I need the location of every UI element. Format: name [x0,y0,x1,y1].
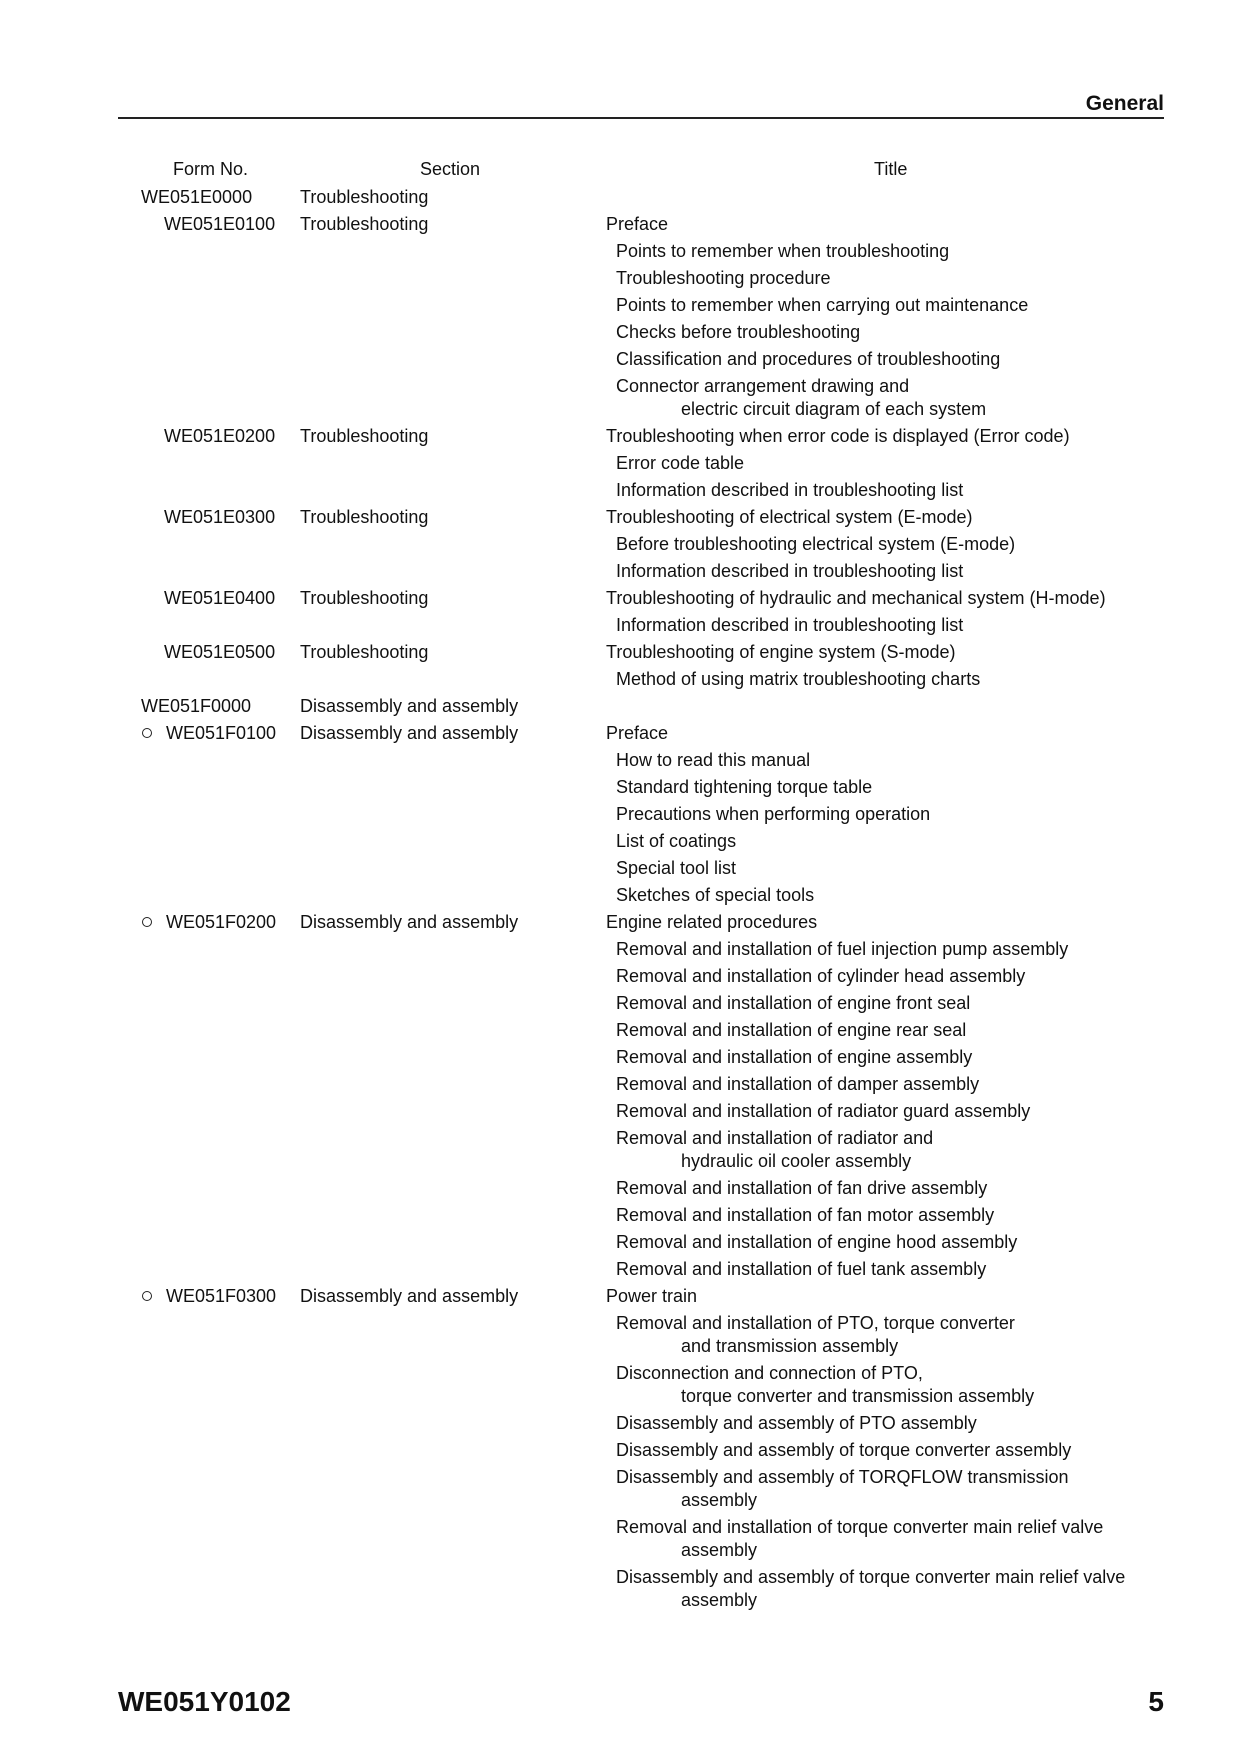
title-line: Removal and installation of damper assembly [616,1074,980,1094]
title-cell [606,1045,1240,1069]
title-continuation-line: electric circuit diagram of each system [681,399,987,419]
section-cell [282,937,606,961]
section-cell: Troubleshooting [300,642,429,662]
section-cell [282,1230,606,1254]
title-cell [606,883,1240,907]
contents-row [0,1565,1240,1612]
section-cell [282,1565,606,1612]
contents-row [0,1018,1240,1042]
title-line: Troubleshooting of engine system (S-mode) [606,642,956,662]
contents-row [0,991,1240,1015]
contents-row [0,266,1240,290]
form-no-cell [0,1565,282,1612]
contents-row [0,424,1240,448]
contents-row [0,613,1240,637]
title-line: Points to remember when carrying out maintenance [616,295,1029,315]
title-cell [606,748,1240,772]
form-no-cell [0,1045,282,1069]
contents-row [0,748,1240,772]
form-no-cell [0,721,282,745]
running-header-title: General [1085,92,1164,115]
title-line: Removal and installation of engine rear seal [616,1020,967,1040]
form-no: WE051F0300 [166,1286,277,1306]
contents-row [0,347,1240,371]
contents-row [0,320,1240,344]
form-no-cell [0,1018,282,1042]
title-line: Removal and installation of fuel injection pump assembly [616,939,1069,959]
section-cell [282,1018,606,1042]
form-no-cell [0,320,282,344]
title-line: Checks before troubleshooting [616,322,861,342]
form-no-cell [0,374,282,421]
form-no-cell [0,694,282,718]
title-line: Disassembly and assembly of torque converter main relief valve [616,1567,1126,1587]
title-line: Removal and installation of radiator and [616,1128,934,1148]
form-no-cell [0,640,282,664]
section-cell: Troubleshooting [300,187,429,207]
form-no-cell [0,1311,282,1358]
title-cell [606,829,1240,853]
title-line: Information described in troubleshooting list [616,561,964,581]
title-line: Engine related procedures [606,912,818,932]
contents-row [0,802,1240,826]
contents-row [0,1203,1240,1227]
title-cell [606,613,1240,637]
contents-row [0,883,1240,907]
title-line: Removal and installation of fan drive assembly [616,1178,988,1198]
form-no-cell [0,829,282,853]
section-cell [282,829,606,853]
section-cell [282,1465,606,1512]
section-cell [282,802,606,826]
title-line: Troubleshooting when error code is displayed (Error code) [606,426,1070,446]
title-cell [606,1311,1240,1358]
title-cell [606,1072,1240,1096]
form-no-cell [0,586,282,610]
title-cell [606,1411,1240,1435]
title-line: Removal and installation of cylinder head assembly [616,966,1026,986]
section-cell [282,1099,606,1123]
title-line: Removal and installation of fan motor assembly [616,1205,995,1225]
section-cell [282,451,606,475]
contents-row [0,910,1240,934]
title-cell [606,1515,1240,1562]
contents-row [0,293,1240,317]
form-no-cell [0,559,282,583]
form-no-cell [0,937,282,961]
form-no-cell [0,910,282,934]
section-cell [282,1361,606,1408]
section-cell [282,1126,606,1173]
title-line: Disassembly and assembly of torque converter assembly [616,1440,1072,1460]
title-cell [606,1361,1240,1408]
section-cell [282,559,606,583]
contents-row [0,451,1240,475]
title-line: Information described in troubleshooting list [616,480,964,500]
title-line: Removal and installation of torque converter main relief valve [616,1517,1104,1537]
form-no-cell [0,1176,282,1200]
title-line: Information described in troubleshooting list [616,615,964,635]
title-line: Preface [606,723,669,743]
form-no-cell [0,883,282,907]
title-cell [606,532,1240,556]
form-no-cell [0,1411,282,1435]
title-line: Troubleshooting of electrical system (E-mode) [606,507,973,527]
title-line: Points to remember when troubleshooting [616,241,950,261]
title-cell [606,347,1240,371]
title-line: Removal and installation of fuel tank assembly [616,1259,987,1279]
title-cell [606,266,1240,290]
title-line: Standard tightening torque table [616,777,873,797]
section-cell [282,991,606,1015]
title-cell [606,640,1240,664]
form-no-cell [0,1284,282,1308]
title-line: How to read this manual [616,750,811,770]
section-cell: Troubleshooting [300,507,429,527]
form-no-cell [0,1099,282,1123]
column-header-form-no: Form No. [173,159,249,179]
title-cell [606,667,1240,691]
revision-circle-icon [142,728,152,738]
title-line: Power train [606,1286,698,1306]
form-no-cell [0,1361,282,1408]
form-no: WE051E0300 [164,507,276,527]
title-line: Method of using matrix troubleshooting charts [616,669,981,689]
form-no-cell [0,239,282,263]
form-no-cell [0,1126,282,1173]
contents-row [0,185,1240,209]
contents-row [0,1411,1240,1435]
title-line: Preface [606,214,669,234]
title-cell [606,937,1240,961]
title-line: Disconnection and connection of PTO, [616,1363,923,1383]
form-no: WE051F0200 [166,912,277,932]
title-line: Error code table [616,453,745,473]
title-continuation-line: assembly [681,1490,758,1510]
title-line: Special tool list [616,858,737,878]
section-cell [282,374,606,421]
title-line: Removal and installation of engine front seal [616,993,971,1013]
title-line: Removal and installation of PTO, torque converter [616,1313,1015,1333]
header-rule [118,117,1164,119]
title-line: Disassembly and assembly of TORQFLOW transmission [616,1467,1069,1487]
title-continuation-line: assembly [681,1590,758,1610]
contents-row [0,532,1240,556]
title-cell [606,1230,1240,1254]
form-no: WE051E0400 [164,588,276,608]
title-line: Precautions when performing operation [616,804,931,824]
contents-row [0,478,1240,502]
title-cell [606,293,1240,317]
contents-row [0,505,1240,529]
title-line: Classification and procedures of troubleshooting [616,349,1001,369]
section-cell: Disassembly and assembly [300,696,519,716]
title-cell [606,910,1240,934]
form-no-cell [0,505,282,529]
page-number: 5 [1148,1686,1164,1717]
section-cell [282,239,606,263]
contents-row [0,212,1240,236]
column-header-title: Title [874,159,908,179]
contents-row [0,694,1240,718]
form-no-cell [0,1465,282,1512]
title-cell [606,185,1240,209]
section-cell [282,964,606,988]
form-no-cell [0,185,282,209]
form-no-cell [0,424,282,448]
form-no-cell [0,1438,282,1462]
section-cell [282,667,606,691]
section-cell [282,748,606,772]
title-line: Troubleshooting procedure [616,268,831,288]
title-cell [606,964,1240,988]
contents-row [0,1045,1240,1069]
title-cell [606,694,1240,718]
title-cell [606,856,1240,880]
contents-row [0,640,1240,664]
title-cell [606,374,1240,421]
title-line: Removal and installation of engine assembly [616,1047,973,1067]
form-no-cell [0,1203,282,1227]
section-cell [282,1176,606,1200]
title-line: Troubleshooting of hydraulic and mechanical system (H-mode) [606,588,1106,608]
section-cell [282,478,606,502]
form-no-cell [0,478,282,502]
title-cell [606,1565,1240,1612]
section-cell [282,1045,606,1069]
title-cell [606,212,1240,236]
section-cell [282,532,606,556]
section-cell [282,1257,606,1281]
title-line: Connector arrangement drawing and [616,376,910,396]
title-cell [606,478,1240,502]
footer-document-code: WE051Y0102 [118,1686,291,1717]
form-no-cell [0,212,282,236]
title-cell [606,586,1240,610]
title-cell [606,775,1240,799]
title-cell [606,1438,1240,1462]
section-cell: Disassembly and assembly [300,912,519,932]
form-no-cell [0,964,282,988]
title-cell [606,1099,1240,1123]
form-no-cell [0,667,282,691]
section-cell [282,320,606,344]
contents-row [0,1284,1240,1308]
column-header-section: Section [420,159,481,179]
form-no-cell [0,1515,282,1562]
form-no-cell [0,266,282,290]
title-line: Removal and installation of radiator guard assembly [616,1101,1031,1121]
title-cell [606,1257,1240,1281]
contents-row [0,1465,1240,1512]
section-cell [282,1411,606,1435]
contents-row [0,667,1240,691]
contents-row [0,937,1240,961]
contents-row [0,775,1240,799]
contents-row [0,856,1240,880]
title-continuation-line: torque converter and transmission assembly [681,1386,1035,1406]
section-cell: Disassembly and assembly [300,1286,519,1306]
section-cell [282,1203,606,1227]
contents-row [0,586,1240,610]
section-cell [282,883,606,907]
form-no: WE051E0200 [164,426,276,446]
form-no-cell [0,802,282,826]
revision-circle-icon [142,1291,152,1301]
form-no-cell [0,856,282,880]
form-no-cell [0,1257,282,1281]
section-cell [282,856,606,880]
title-cell [606,451,1240,475]
revision-circle-icon [142,917,152,927]
form-no-cell [0,451,282,475]
section-cell [282,1515,606,1562]
title-continuation-line: and transmission assembly [681,1336,899,1356]
section-cell: Disassembly and assembly [300,723,519,743]
form-no-cell [0,293,282,317]
title-line: Before troubleshooting electrical system (E-mode) [616,534,1016,554]
form-no: WE051F0000 [141,696,252,716]
title-cell [606,1284,1240,1308]
contents-row [0,1257,1240,1281]
contents-row [0,239,1240,263]
contents-row [0,829,1240,853]
title-cell [606,1018,1240,1042]
title-cell [606,1126,1240,1173]
form-no-cell [0,775,282,799]
form-no: WE051E0100 [164,214,276,234]
form-no: WE051E0500 [164,642,276,662]
section-cell [282,613,606,637]
title-cell [606,1203,1240,1227]
section-cell: Troubleshooting [300,214,429,234]
title-cell [606,802,1240,826]
form-no: WE051E0000 [141,187,253,207]
title-line: Disassembly and assembly of PTO assembly [616,1413,977,1433]
title-cell [606,1465,1240,1512]
contents-row [0,374,1240,421]
contents-row [0,1176,1240,1200]
contents-row [0,1099,1240,1123]
title-cell [606,721,1240,745]
contents-row [0,964,1240,988]
contents-row [0,1126,1240,1173]
title-cell [606,1176,1240,1200]
contents-table [0,185,1240,1615]
form-no-cell [0,748,282,772]
form-no-cell [0,347,282,371]
section-cell [282,775,606,799]
section-cell [282,266,606,290]
form-no-cell [0,532,282,556]
contents-row [0,1230,1240,1254]
section-cell [282,1438,606,1462]
section-cell: Troubleshooting [300,588,429,608]
title-cell [606,239,1240,263]
title-cell [606,505,1240,529]
contents-row [0,1072,1240,1096]
title-cell [606,559,1240,583]
contents-row [0,1361,1240,1408]
section-cell [282,1072,606,1096]
contents-row [0,721,1240,745]
title-continuation-line: hydraulic oil cooler assembly [681,1151,912,1171]
form-no-cell [0,991,282,1015]
form-no-cell [0,1072,282,1096]
section-cell [282,293,606,317]
contents-row [0,1438,1240,1462]
contents-row [0,1311,1240,1358]
section-cell [282,1311,606,1358]
form-no-cell [0,613,282,637]
contents-row [0,1515,1240,1562]
form-no-cell [0,1230,282,1254]
form-no: WE051F0100 [166,723,277,743]
title-cell [606,320,1240,344]
title-line: List of coatings [616,831,737,851]
contents-row [0,559,1240,583]
title-line: Removal and installation of engine hood assembly [616,1232,1018,1252]
title-line: Sketches of special tools [616,885,815,905]
title-continuation-line: assembly [681,1540,758,1560]
title-cell [606,424,1240,448]
section-cell: Troubleshooting [300,426,429,446]
title-cell [606,991,1240,1015]
section-cell [282,347,606,371]
